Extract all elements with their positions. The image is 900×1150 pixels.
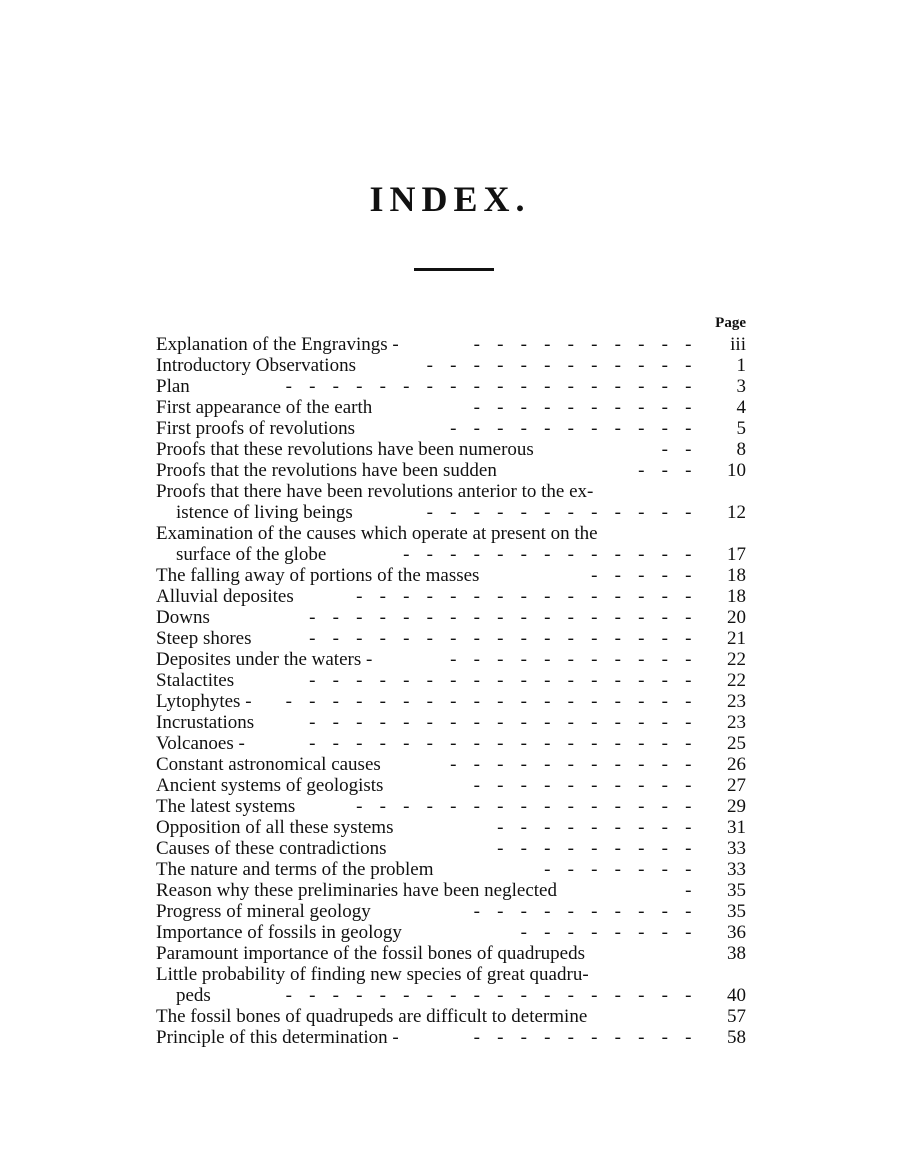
index-entry-page: 26 (727, 754, 746, 775)
index-list (156, 334, 746, 1048)
index-entry-page: 29 (727, 796, 746, 817)
index-entry-label: Incrustations (156, 712, 255, 733)
index-entry-label: Importance of fossils in geology (156, 922, 402, 943)
index-entry (156, 733, 746, 754)
index-entry-page: 33 (727, 838, 746, 859)
index-entry (156, 544, 746, 565)
leader-dashes: - - - - - - - - - - - (450, 649, 692, 670)
index-entry-page: 22 (727, 670, 746, 691)
index-entry (156, 376, 746, 397)
leader-dashes: - - - - - - - - - - - - - - - (356, 586, 692, 607)
index-entry (156, 460, 746, 481)
index-entry-label: Principle of this determination - (156, 1027, 399, 1048)
index-entry (156, 1027, 746, 1048)
index-entry (156, 523, 746, 544)
page-title: INDEX. (369, 179, 531, 219)
index-entry-label: Paramount importance of the fossil bones of quadrupeds (156, 943, 585, 964)
index-entry-label: The falling away of portions of the masses (156, 565, 480, 586)
page-column-label: Page (715, 315, 746, 331)
leader-dashes: - - - - - - - - - - (473, 1027, 692, 1048)
index-entry (156, 712, 746, 733)
index-entry-page: 31 (727, 817, 746, 838)
index-entry (156, 670, 746, 691)
index-entry-page: 35 (727, 880, 746, 901)
index-entry-label: Proofs that these revolutions have been numerous (156, 439, 534, 460)
index-entry (156, 586, 746, 607)
index-entry (156, 397, 746, 418)
leader-dashes: - - - - - - - - - - - - - - - - - - (285, 376, 692, 397)
index-entry-label: The nature and terms of the problem (156, 859, 434, 880)
index-entry-label: istence of living beings (176, 502, 353, 523)
index-entry-label: peds (176, 985, 211, 1006)
index-entry-page: 4 (736, 397, 746, 418)
index-entry (156, 355, 746, 376)
leader-dashes: - - - - - - - - - - - - - (403, 544, 692, 565)
index-entry-page: 10 (727, 460, 746, 481)
index-entry-label: Plan (156, 376, 190, 397)
index-entry-label: Proofs that the revolutions have been sudden (156, 460, 497, 481)
leader-dashes: - - - - - - - - - - - - (426, 502, 692, 523)
index-entry-label: Explanation of the Engravings - (156, 334, 399, 355)
index-entry-page: 40 (727, 985, 746, 1006)
leader-dashes: - - - - - - - - - (497, 817, 692, 838)
index-entry-page: 21 (727, 628, 746, 649)
leader-dashes: - - - - - - - - - - - - (426, 355, 692, 376)
index-entry-label: Constant astronomical causes (156, 754, 381, 775)
index-entry-page: 3 (736, 376, 746, 397)
index-entry (156, 859, 746, 880)
index-entry (156, 754, 746, 775)
leader-dashes: - - - - - - - - - - - - - - - - - (309, 670, 692, 691)
leader-dashes: - - - - - - - - - - - (450, 418, 692, 439)
index-entry-label: Progress of mineral geology (156, 901, 371, 922)
index-entry (156, 943, 746, 964)
leader-dashes: - - - - - - - - - - - - - - - (356, 796, 692, 817)
leader-dashes: - - - - - - - - - - (473, 901, 692, 922)
index-entry-page: 36 (727, 922, 746, 943)
index-entry-label: Steep shores (156, 628, 252, 649)
index-entry-page: 22 (727, 649, 746, 670)
index-entry (156, 649, 746, 670)
leader-dashes: - - - - - - - - - - - - - - - - - (309, 628, 692, 649)
leader-dashes: - - - - - - - - - - - - - - - - - - (285, 985, 692, 1006)
index-entry (156, 880, 746, 901)
index-entry-label: Causes of these contradictions (156, 838, 387, 859)
leader-dashes: - - - - - - - - - - (473, 397, 692, 418)
index-entry-label: Proofs that there have been revolutions anterior to the ex- (156, 481, 594, 502)
index-entry-label: Opposition of all these systems (156, 817, 394, 838)
index-entry (156, 796, 746, 817)
index-entry-page: 18 (727, 586, 746, 607)
leader-dashes: - - (661, 439, 692, 460)
index-entry-label: Ancient systems of geologists (156, 775, 384, 796)
index-entry-label: The fossil bones of quadrupeds are difficult to determine (156, 1006, 588, 1027)
leader-dashes: - - - - - - - - - - - - - - - - - - (285, 691, 692, 712)
index-entry-page: 18 (727, 565, 746, 586)
leader-dashes: - - - - - - - - - - (473, 775, 692, 796)
index-entry (156, 481, 746, 502)
index-entry-label: The latest systems (156, 796, 296, 817)
leader-dashes: - - - - - - - - - (497, 838, 692, 859)
index-entry (156, 334, 746, 355)
index-entry-page: 38 (727, 943, 746, 964)
index-entry-page: 12 (727, 502, 746, 523)
leader-dashes: - (685, 880, 692, 901)
index-entry-label: Little probability of finding new species of great quadru- (156, 964, 589, 985)
leader-dashes: - - - - - - - - - - - - - - - - - (309, 712, 692, 733)
index-entry (156, 502, 746, 523)
title-rule (414, 268, 494, 271)
leader-dashes: - - - - - (591, 565, 692, 586)
index-entry-page: 5 (736, 418, 746, 439)
leader-dashes: - - - - - - - - - - - (450, 754, 692, 775)
index-entry-label: Examination of the causes which operate at present on the (156, 523, 598, 544)
leader-dashes: - - - - - - - - - - (473, 334, 692, 355)
index-entry-label: Downs (156, 607, 210, 628)
index-entry-label: Deposites under the waters - (156, 649, 373, 670)
index-entry (156, 439, 746, 460)
index-entry-page: 33 (727, 859, 746, 880)
leader-dashes: - - - - - - - - - - - - - - - - - (309, 733, 692, 754)
index-entry-label: Introductory Observations (156, 355, 356, 376)
index-entry (156, 817, 746, 838)
index-entry-page: 8 (736, 439, 746, 460)
index-entry (156, 901, 746, 922)
index-entry-page: 23 (727, 712, 746, 733)
index-entry-label: surface of the globe (176, 544, 327, 565)
leader-dashes: - - - - - - - (544, 859, 692, 880)
index-entry-page: 58 (727, 1027, 746, 1048)
index-entry-label: Reason why these preliminaries have been neglected (156, 880, 557, 901)
index-entry (156, 607, 746, 628)
index-entry-label: Stalactites (156, 670, 235, 691)
index-entry (156, 1006, 746, 1027)
leader-dashes: - - - - - - - - - - - - - - - - - (309, 607, 692, 628)
index-entry-label: First appearance of the earth (156, 397, 373, 418)
index-entry-page: 27 (727, 775, 746, 796)
leader-dashes: - - - - - - - - (520, 922, 692, 943)
index-entry-page: 17 (727, 544, 746, 565)
index-entry-page: 57 (727, 1006, 746, 1027)
index-entry (156, 628, 746, 649)
index-entry (156, 964, 746, 985)
index-entry-label: First proofs of revolutions (156, 418, 355, 439)
index-entry (156, 838, 746, 859)
index-entry (156, 418, 746, 439)
index-entry-page: 25 (727, 733, 746, 754)
index-entry (156, 922, 746, 943)
index-entry-page: iii (730, 334, 746, 355)
index-entry (156, 565, 746, 586)
index-entry-label: Lytophytes - (156, 691, 252, 712)
leader-dashes: - - - (638, 460, 692, 481)
index-entry-label: Volcanoes - (156, 733, 245, 754)
index-entry (156, 775, 746, 796)
index-entry-page: 1 (736, 355, 746, 376)
index-entry-label: Alluvial deposites (156, 586, 294, 607)
index-entry-page: 35 (727, 901, 746, 922)
index-entry (156, 691, 746, 712)
index-entry-page: 23 (727, 691, 746, 712)
index-entry-page: 20 (727, 607, 746, 628)
index-entry (156, 985, 746, 1006)
